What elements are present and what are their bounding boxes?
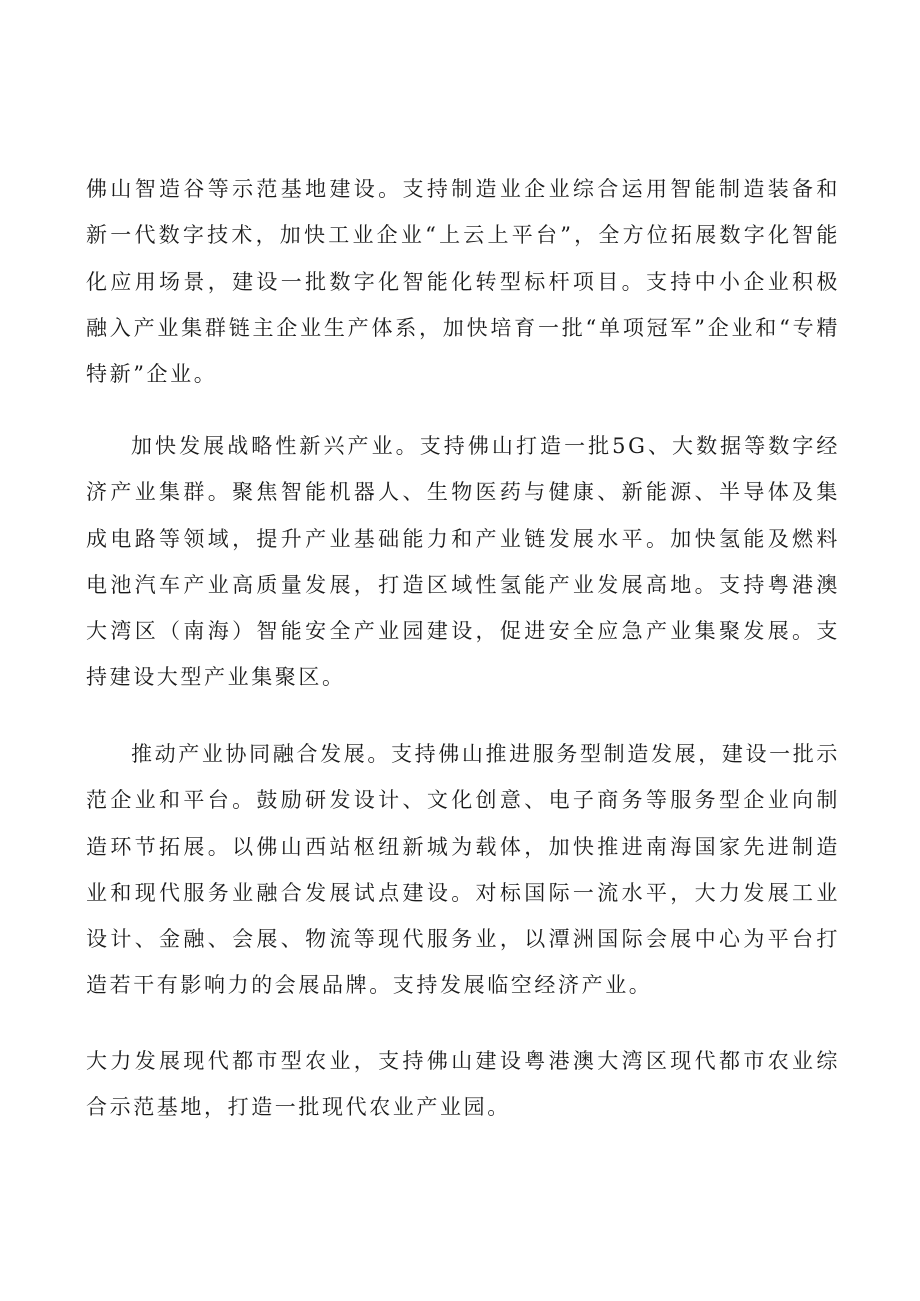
paragraph-industry-integration: 推动产业协同融合发展。支持佛山推进服务型制造发展，建设一批示范企业和平台。鼓励研发设计、文化创意、电子商务等服务型企业向制造环节拓展。以佛山西站枢纽新城为载体，加快推进南海国家先进制造业和现代服务业融合发展试点建设。对标国际一流水平，大力发展工业设计、金融、会展、物流等现代服务业，以潭洲国际会展中心为平台打造若干有影响力的会展品牌。支持发展临空经济产业。 bbox=[86, 742, 840, 998]
paragraph-smart-manufacturing: 佛山智造谷等示范基地建设。支持制造业企业综合运用智能制造装备和新一代数字技术，加快工业企业“上云上平台”，全方位拓展数字化智能化应用场景，建设一批数字化智能化转型标杆项目。支持中小企业积极融入产业集群链主企业生产体系，加快培育一批“单项冠军”企业和“专精特新”企业。 bbox=[86, 177, 840, 387]
paragraph-urban-agriculture: 大力发展现代都市型农业，支持佛山建设粤港澳大湾区现代都市农业综合示范基地，打造一批现代农业产业园。 bbox=[86, 1049, 840, 1120]
paragraph-emerging-industries: 加快发展战略性新兴产业。支持佛山打造一批5G、大数据等数字经济产业集群。聚焦智能机器人、生物医药与健康、新能源、半导体及集成电路等领域，提升产业基础能力和产业链发展水平。加快氢能及燃料电池汽车产业高质量发展，打造区域性氢能产业发展高地。支持粤港澳大湾区（南海）智能安全产业园建设，促进安全应急产业集聚发展。支持建设大型产业集聚区。 bbox=[86, 434, 840, 690]
